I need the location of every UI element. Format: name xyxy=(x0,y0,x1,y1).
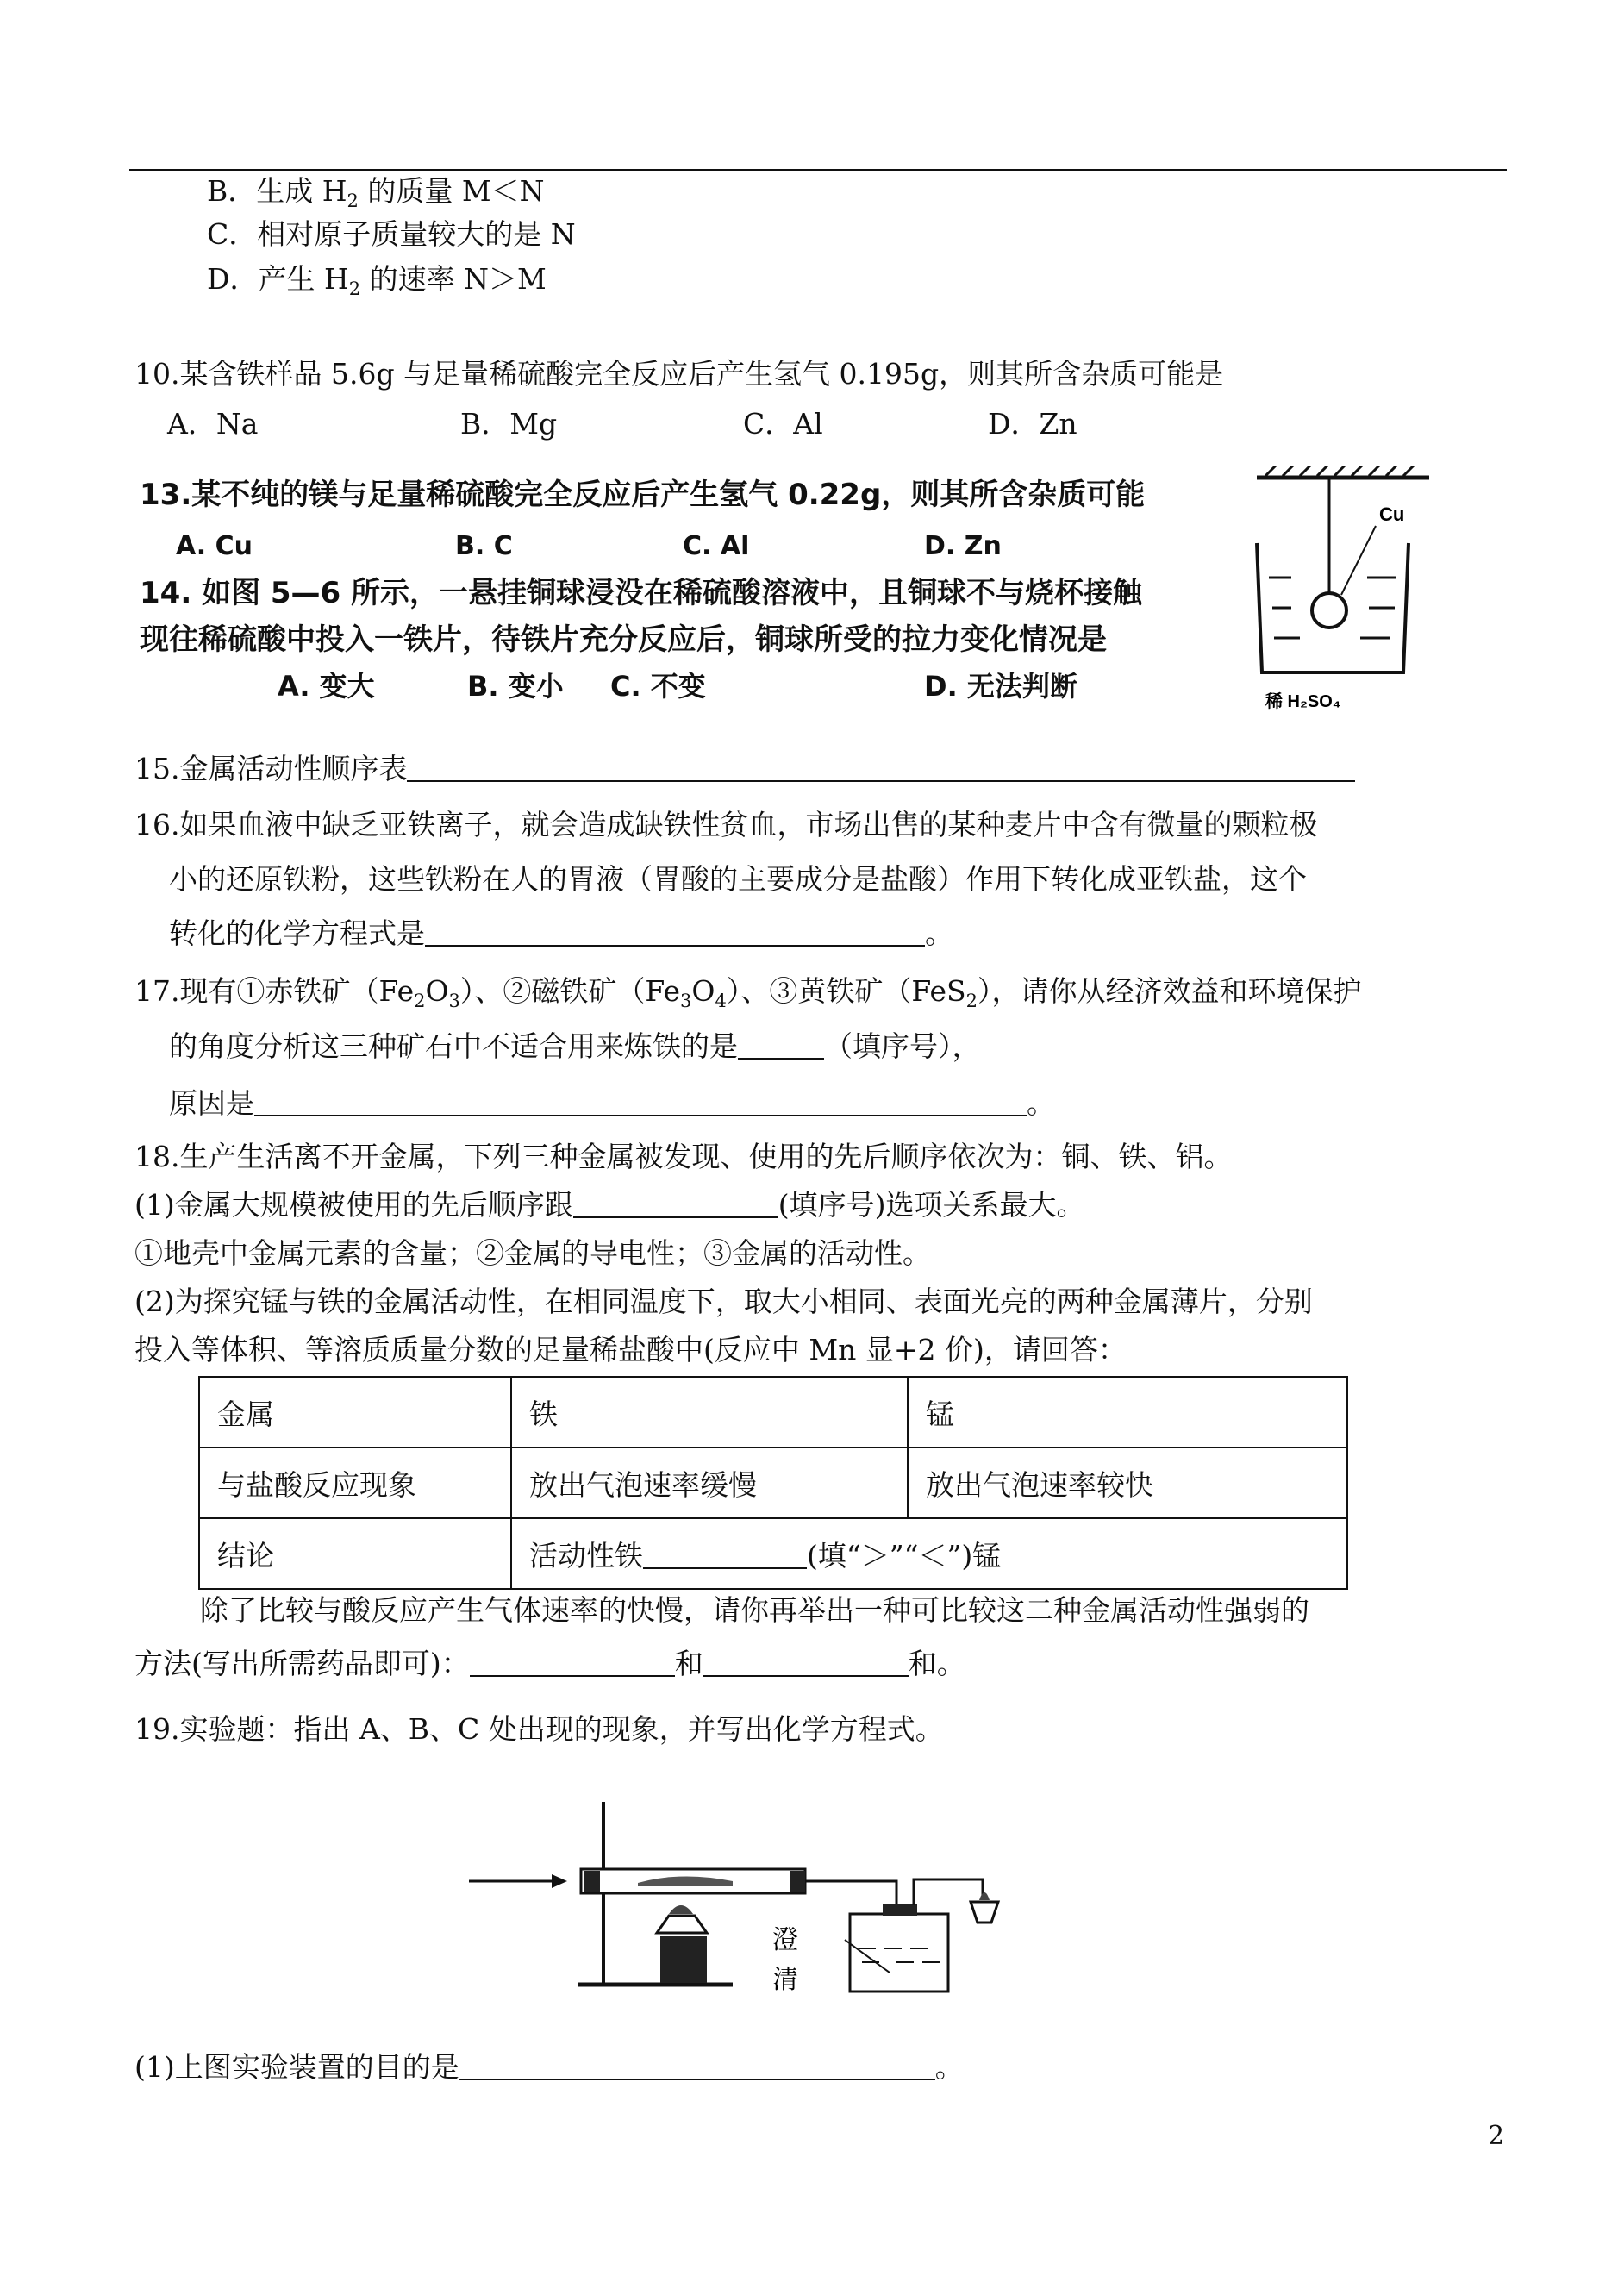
scanned-question-block xyxy=(136,466,1440,724)
q13-option-c: C. Al xyxy=(683,531,750,561)
tail-gas-burner xyxy=(971,1902,998,1923)
label-pointer xyxy=(1341,526,1376,595)
table-conclusion-cell: 活动性铁 (填“＞”“＜”)锰 xyxy=(511,1518,1347,1589)
table-cell: 锰 xyxy=(908,1377,1347,1448)
reagent-blank-2[interactable] xyxy=(703,1649,909,1677)
table-row xyxy=(199,1448,1347,1518)
bottle-stopper xyxy=(883,1904,917,1916)
q14-option-d: D. 无法判断 xyxy=(924,670,1077,703)
table-cell: 放出气泡速率较快 xyxy=(908,1448,1347,1518)
table-cell: 结论 xyxy=(199,1518,511,1589)
table-cell: 铁 xyxy=(511,1377,908,1448)
q13-stem: 13.某不纯的镁与足量稀硫酸完全反应后产生氢气 0.22g，则其所含杂质可能 xyxy=(140,478,1146,512)
q18-after-line2: 方法(写出所需药品即可)： 和 和。 xyxy=(134,1647,965,1680)
burner-flame xyxy=(669,1905,693,1914)
q16-answer-blank[interactable] xyxy=(425,919,925,947)
q18-part1-options: ①地壳中金属元素的含量；②金属的导电性；③金属的活动性。 xyxy=(134,1236,931,1270)
q13-option-b: B. C xyxy=(455,531,513,561)
q18-stem: 18.生产生活离不开金属，下列三种金属被发现、使用的先后顺序依次为：铜、铁、铝。 xyxy=(134,1140,1233,1173)
q19-part1: (1)上图实验装置的目的是 。 xyxy=(134,2050,964,2084)
q9-option-d: D．产生 $H_2$ 的速率 N＞M xyxy=(207,262,547,299)
tube-stopper-right xyxy=(790,1871,805,1892)
ceiling-hatching xyxy=(1265,466,1414,476)
table-cell: 金属 xyxy=(199,1377,511,1448)
q15-answer-blank[interactable] xyxy=(407,754,1355,782)
hanging-copper-ball-figure xyxy=(1231,466,1438,724)
label-cu: Cu xyxy=(1379,503,1405,525)
label-limewater-2: 清 xyxy=(772,1965,798,1995)
q14-stem-line1: 14. 如图 5—6 所示，一悬挂铜球浸没在稀硫酸溶液中，且铜球不与烧杯接触 xyxy=(140,576,1143,610)
copper-ball xyxy=(1312,593,1346,628)
q14-option-b: B. 变小 xyxy=(467,670,564,703)
q14-stem-line2: 现往稀硫酸中投入一铁片，待铁片充分反应后，铜球所受的拉力变化情况是 xyxy=(140,622,1107,657)
q13-option-a: A. Cu xyxy=(176,531,253,561)
co-reduction-apparatus-figure xyxy=(465,1785,1034,2009)
tail-gas-flame xyxy=(979,1892,990,1900)
q19-stem: 19.实验题：指出 A、B、C 处出现的现象，并写出化学方程式。 xyxy=(134,1712,944,1746)
q17-ore-blank[interactable] xyxy=(738,1032,824,1060)
q18-part2-line2: 投入等体积、等溶质质量分数的足量稀盐酸中(反应中 Mn 显+2 价)，请回答： xyxy=(134,1333,1127,1366)
arrow-head xyxy=(552,1874,567,1888)
q18-after-line1: 除了比较与酸反应产生气体速率的快慢，请你再举出一种可比较这二种金属活动性强弱的 xyxy=(200,1593,1309,1627)
table-row xyxy=(199,1518,1347,1589)
q17-line2: 的角度分析这三种矿石中不适合用来炼铁的是 （填序号）， xyxy=(169,1029,981,1063)
q14-option-c: C. 不变 xyxy=(610,670,706,703)
q16-line2: 小的还原铁粉，这些铁粉在人的胃液（胃酸的主要成分是盐酸）作用下转化成亚铁盐，这个 xyxy=(169,862,1307,896)
label-dilute-acid: 稀 H₂SO₄ xyxy=(1265,692,1341,711)
conclusion-blank[interactable] xyxy=(643,1541,807,1569)
page-number: 2 xyxy=(1488,2121,1505,2151)
q10-option-c: C．Al xyxy=(743,407,823,441)
q16-line1: 16.如果血液中缺乏亚铁离子，就会造成缺铁性贫血，市场出售的某种麦片中含有微量的颗粒极 xyxy=(134,808,1318,841)
header-rule xyxy=(129,169,1507,171)
alcohol-lamp xyxy=(657,1916,707,1933)
reagent-blank-1[interactable] xyxy=(470,1649,675,1677)
q17-line1: 17.现有①赤铁矿$(Fe_2O_3)$、②磁铁矿$(Fe_3O_4)$、③黄铁矿（FeS$_2$），请你从经济效益和环境保护 xyxy=(134,974,1362,1011)
table-row xyxy=(199,1377,1347,1448)
q10-option-a: A．Na xyxy=(167,407,259,441)
q18-part1: (1)金属大规模被使用的先后顺序跟 (填序号)选项关系最大。 xyxy=(134,1188,1085,1222)
q10-option-d: D．Zn xyxy=(988,407,1077,441)
q13-option-d: D. Zn xyxy=(924,531,1002,561)
burner-stand-block xyxy=(660,1936,707,1983)
gas-washing-bottle xyxy=(850,1914,948,1992)
q16-line3: 转化的化学方程式是 。 xyxy=(169,916,953,950)
q17-line3: 原因是 。 xyxy=(169,1086,1055,1120)
q10-stem: 10.某含铁样品 5.6g 与足量稀硫酸完全反应后产生氢气 0.195g，则其所含杂质可能是 xyxy=(134,357,1224,391)
q9-option-b: B．生成 $H_2$ 的质量 M＜N xyxy=(207,174,545,211)
tube-stopper-left xyxy=(584,1871,600,1892)
q19-purpose-blank[interactable] xyxy=(459,2053,935,2080)
q9-option-c: C．相对原子质量较大的是 N xyxy=(207,217,576,251)
table-cell: 放出气泡速率缓慢 xyxy=(511,1448,908,1518)
q15-text: 15.金属活动性顺序表 xyxy=(134,750,1355,788)
q10-option-b: B．Mg xyxy=(460,407,558,441)
q18-part2-line1: (2)为探究锰与铁的金属活动性，在相同温度下，取大小相同、表面光亮的两种金属薄片，分别 xyxy=(134,1285,1313,1318)
experiment-result-table xyxy=(198,1376,1348,1590)
q17-reason-blank[interactable] xyxy=(254,1089,1027,1116)
table-cell: 与盐酸反应现象 xyxy=(199,1448,511,1518)
q14-option-a: A. 变大 xyxy=(278,670,375,703)
label-limewater: 澄 xyxy=(772,1925,798,1955)
q18-part1-blank[interactable] xyxy=(573,1191,778,1218)
